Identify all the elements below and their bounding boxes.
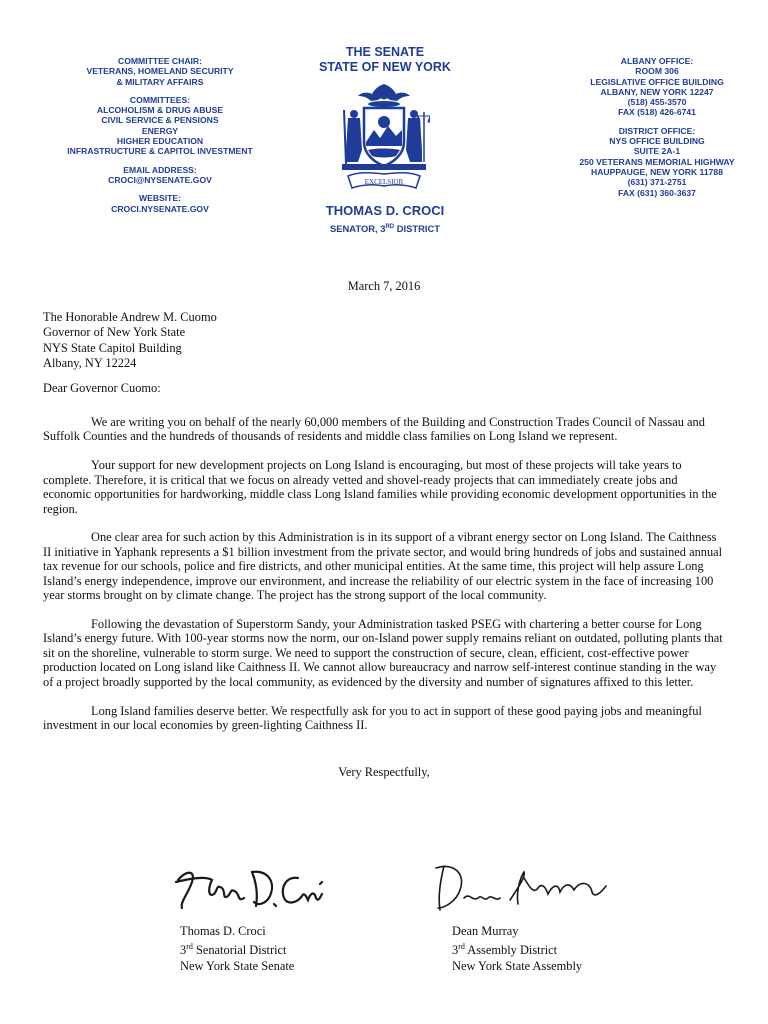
committee-chair-line: VETERANS, HOMELAND SECURITY <box>86 66 234 77</box>
recipient-line: Albany, NY 12224 <box>43 356 137 371</box>
salutation: Dear Governor Cuomo: <box>43 381 161 395</box>
albany-office-line: FAX (518) 426-6741 <box>618 107 696 118</box>
district-office-title: DISTRICT OFFICE: <box>618 125 696 136</box>
signatory-body: New York State Assembly <box>452 958 583 973</box>
senate-line2: STATE OF NEW YORK <box>319 59 451 74</box>
committee-item: CIVIL SERVICE & PENSIONS <box>101 115 219 126</box>
letter-body <box>43 415 723 747</box>
district-office-line: NYS OFFICE BUILDING <box>609 136 705 147</box>
recipient-address <box>43 310 217 372</box>
senator-name: THOMAS D. CROCI <box>325 203 445 218</box>
signatory-croci <box>180 924 294 974</box>
albany-office-line: LEGISLATIVE OFFICE BUILDING <box>590 76 724 87</box>
new-york-state-seal-icon <box>338 80 430 198</box>
committee-chair-title: COMMITTEE CHAIR: <box>117 56 203 66</box>
senate-title <box>300 45 470 74</box>
letterhead-left-column <box>60 56 260 214</box>
committees-title: COMMITTEES: <box>129 94 191 105</box>
district-office-line: 250 VETERANS MEMORIAL HIGHWAY <box>579 156 735 167</box>
murray-signature-image <box>430 858 610 918</box>
body-paragraph: Your support for new development projects on Long Island is encouraging, but most of these projects will take years to complete. Therefore, it is critical that we focus on already vetted and shovel-ready projects that can immediately create jobs and economic opportunities for hardworking, middle class Long Island families while providing economic development opportunities in the region. <box>43 458 717 516</box>
district-office-line: FAX (631) 360-3637 <box>618 187 696 198</box>
seal-motto: EXCELSIOR <box>364 178 404 186</box>
croci-signature-image <box>172 858 332 918</box>
district-office-line: HAUPPAUGE, NEW YORK 11788 <box>591 166 723 177</box>
website-address: CROCI.NYSENATE.GOV <box>111 203 209 214</box>
committee-item: INFRASTRUCTURE & CAPITOL INVESTMENT <box>67 146 253 157</box>
district-office-line: (631) 371-2751 <box>627 177 687 188</box>
body-paragraph: We are writing you on behalf of the nearly 60,000 members of the Building and Construction Trades Council of Nassau and Suffolk Counties and the hundreds of thousands of residents and middle class families on Long Island we represent. <box>43 415 705 444</box>
recipient-line: Governor of New York State <box>43 325 186 340</box>
senate-line1: THE SENATE <box>345 45 425 59</box>
committee-item: ALCOHOLISM & DRUG ABUSE <box>96 105 224 116</box>
website-title: WEBSITE: <box>138 193 181 204</box>
body-paragraph: One clear area for such action by this Administration is in its support of a vibrant energy sector on Long Island. The Caithness II initiative in Yaphank represents a $1 billion investment from the private sector, and would bring hundreds of jobs and sustained annual tax revenue for our schools, police and fire districts, and other municipal entities. At the same time, this project will help assure Long Island’s energy independence, improve our environment, and increase the reliability of our electric system in the face of increasing 100 year storms brought on by climate change. The project has the strong support of the local community. <box>43 530 723 603</box>
committee-chair-line: & MILITARY AFFAIRS <box>116 76 204 87</box>
closing: Very Respectfully, <box>338 765 430 779</box>
letter-date: March 7, 2016 <box>347 279 421 293</box>
letterhead-right-column <box>552 56 762 198</box>
senator-district: SENATOR, 3RD DISTRICT <box>330 223 440 234</box>
body-paragraph: Long Island families deserve better. We respectfully ask for you to act in support of these good paying jobs and meaningful investment in our local economies by green-lighting Caithness II. <box>43 703 702 732</box>
body-paragraph: Following the devastation of Superstorm Sandy, your Administration tasked PSEG with chartering a better course for Long Island’s energy future. With 100-year storms now the norm, our on-Island power supply remains reliant on outdated, polluting plants that sit on the shoreline, vulnerable to storm surge. We need to support the construction of secure, clean, efficient, cost-effective power production located on Long island like Caithness II. We cannot allow bureaucracy and narrow self-interest continue standing in the way of a project broadly supported by the local community, as evidenced by the diversity and number of signatures affixed to this letter. <box>43 616 723 689</box>
signatory-district: 3rd Senatorial District <box>180 942 287 958</box>
recipient-line: NYS State Capitol Building <box>43 340 182 355</box>
signatory-name: Thomas D. Croci <box>180 924 266 938</box>
committee-item: HIGHER EDUCATION <box>116 136 204 147</box>
signatory-body: New York State Senate <box>180 958 295 973</box>
albany-office-title: ALBANY OFFICE: <box>620 56 694 66</box>
signatory-name: Dean Murray <box>452 924 519 938</box>
signatory-murray <box>452 924 582 974</box>
email-title: EMAIL ADDRESS: <box>123 164 197 175</box>
albany-office-line: (518) 455-3570 <box>627 97 687 108</box>
albany-office-line: ROOM 306 <box>635 66 679 77</box>
committee-item: ENERGY <box>141 125 179 136</box>
signatory-district: 3rd Assembly District <box>452 942 558 958</box>
recipient-line: The Honorable Andrew M. Cuomo <box>43 310 217 324</box>
district-office-line: SUITE 2A-1 <box>633 146 681 157</box>
albany-office-line: ALBANY, NEW YORK 12247 <box>600 86 714 97</box>
email-address: CROCI@NYSENATE.GOV <box>108 174 212 185</box>
